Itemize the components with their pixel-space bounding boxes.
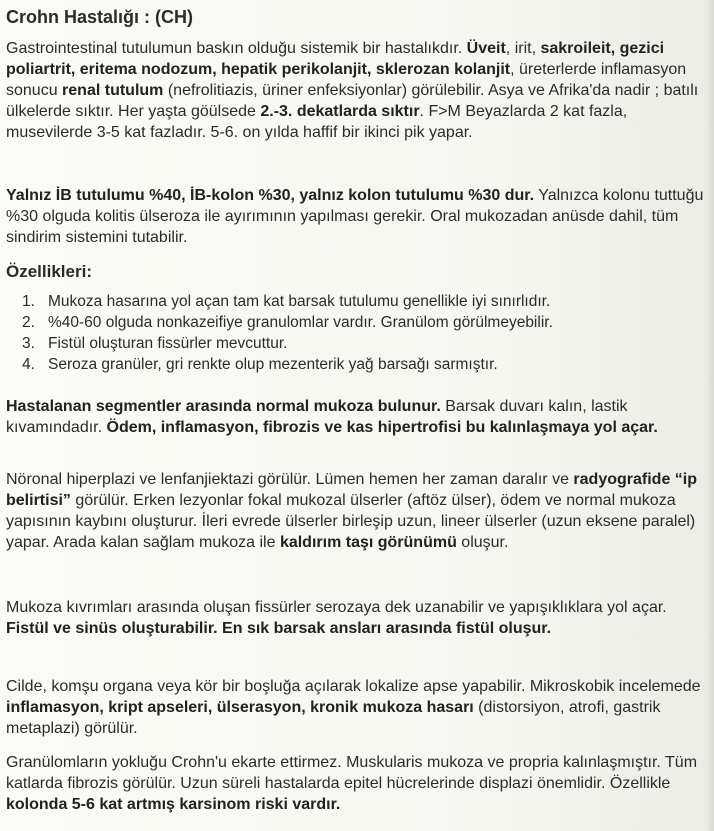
- text-segment: oluşur.: [456, 534, 509, 551]
- text-segment: , irit,: [505, 40, 541, 57]
- page-edge-shadow: [706, 0, 714, 831]
- bold-segment: kaldırım taşı görünümü: [279, 534, 457, 551]
- list-item-number: 3.: [22, 335, 35, 352]
- text-segment: Nöronal hiperplazi ve lenfanjiektazi görülür. Lümen hemen her zaman daralır ve: [6, 471, 574, 488]
- list-item: [22, 333, 702, 354]
- bold-segment: Ödem, inflamasyon, fibrozis ve kas hipertrofisi bu kalınlaşmaya yol açar.: [106, 419, 658, 436]
- bold-segment: 2.-3. dekatlarda sıktır: [260, 103, 420, 120]
- text-segment: Granülomların yokluğu Crohn'u ekarte ettirmez. Muskularis mukoza ve propria kalınlaşmıştır. Tüm katlarda fibrozis görülür. Uzun süreli hastalarda epitel hücrelerinde displazi önemlidir. Özellikle: [6, 754, 698, 792]
- text-segment: , üreterlerde inflamasyon sonucu: [6, 61, 687, 99]
- list-item-text: Seroza granüler, gri renkte olup mezenterik yağ barsağı sarmıştır.: [48, 356, 498, 373]
- text-segment: Mukoza kıvrımları arasında oluşan fissürler serozaya dek uzanabilir ve yapışıklıklara yol açar.: [6, 599, 667, 616]
- list-item-number: 1.: [22, 293, 35, 310]
- paragraph-fissures: [6, 597, 706, 639]
- bold-segment: Üveit: [466, 40, 506, 57]
- list-item: [22, 291, 702, 312]
- text-segment: Cilde, komşu organa veya kör bir boşluğa açılarak lokalize apse yapabilir. Mikroskobik incelemede: [6, 678, 701, 695]
- features-heading: Özellikleri:: [6, 262, 92, 281]
- text-segment: (distorsiyon, atrofi, gastrik metaplazi) görülür.: [6, 699, 661, 737]
- paragraph-granulomas: [6, 752, 706, 815]
- bold-segment: Fistül ve sinüs oluşturabilir. En sık barsak ansları arasında fistül oluşur.: [6, 620, 552, 637]
- bold-segment: inflamasyon, kript apseleri, ülserasyon, kronik mukoza hasarı: [6, 699, 474, 716]
- paragraph-lumen: [6, 469, 706, 553]
- bold-segment: radyografide “ip belirtisi”: [6, 471, 697, 509]
- text-segment: . F>M Beyazlarda 2 kat fazla, musevilerde 3-5 kat fazladır. 5-6. on yılda haffif bir ikinci pik yapar.: [6, 103, 628, 141]
- bold-segment: Yalnız İB tutulumu %40, İB-kolon %30, yalnız kolon tutulumu %30 dur.: [6, 187, 535, 204]
- text-segment: görülür. Erken lezyonlar fokal mukozal ülserler (aftöz ülser), ödem ve normal mukoza yapısının kaybını oluşturur. İleri evrede ülserler birleşip uzun, lineer ülserler (uzun eksene paralel) yapar. Arada kalan sağlam mukoza ile: [6, 492, 696, 551]
- list-item-text: %40-60 olguda nonkazeifiye granulomlar vardır. Granülom görülmeyebilir.: [48, 314, 553, 331]
- paragraph-overview: [6, 38, 706, 143]
- text-segment: Gastrointestinal tutulumun baskın olduğu sistemik bir hastalıkdır.: [6, 40, 467, 57]
- paragraph-distribution: [6, 185, 706, 248]
- document-title: Crohn Hastalığı : (CH): [6, 7, 193, 27]
- bold-segment: kolonda 5-6 kat artmış karsinom riski vardır.: [6, 796, 341, 813]
- list-item: [22, 354, 702, 375]
- features-list: [22, 291, 702, 375]
- paragraph-microscopy: [6, 676, 706, 739]
- text-segment: (nefrolitiazis, üriner enfeksiyonlar) görülebilir. Asya ve Afrika'da nadir ; batılı ülkelerde sıktır. Her yaşta göülsede: [6, 82, 699, 120]
- list-item-text: Mukoza hasarına yol açan tam kat barsak tutulumu genellikle iyi sınırlıdır.: [48, 293, 551, 310]
- bold-segment: Hastalanan segmentler arasında normal mukoza bulunur.: [6, 398, 441, 415]
- bold-segment: sakroileit, gezici poliartrit, eritema nodozum, hepatik perikolanjit, sklerozan kolanjit: [6, 40, 665, 78]
- bold-segment: renal tutulum: [62, 82, 164, 99]
- list-item-text: Fistül oluşturan fissürler mevcuttur.: [48, 335, 288, 352]
- text-segment: Yalnızca kolonu tuttuğu %30 olguda kolitis ülseroza ile ayırımının yapılması gerekir. Oral mukozadan anüsde dahil, tüm sindirim sistemini tutabilir.: [6, 187, 704, 246]
- text-segment: Barsak duvarı kalın, lastik kıvamındadır.: [6, 398, 628, 436]
- list-item-number: 2.: [22, 314, 35, 331]
- paragraph-segments: [6, 396, 706, 438]
- list-item-number: 4.: [22, 356, 35, 373]
- list-item: [22, 312, 702, 333]
